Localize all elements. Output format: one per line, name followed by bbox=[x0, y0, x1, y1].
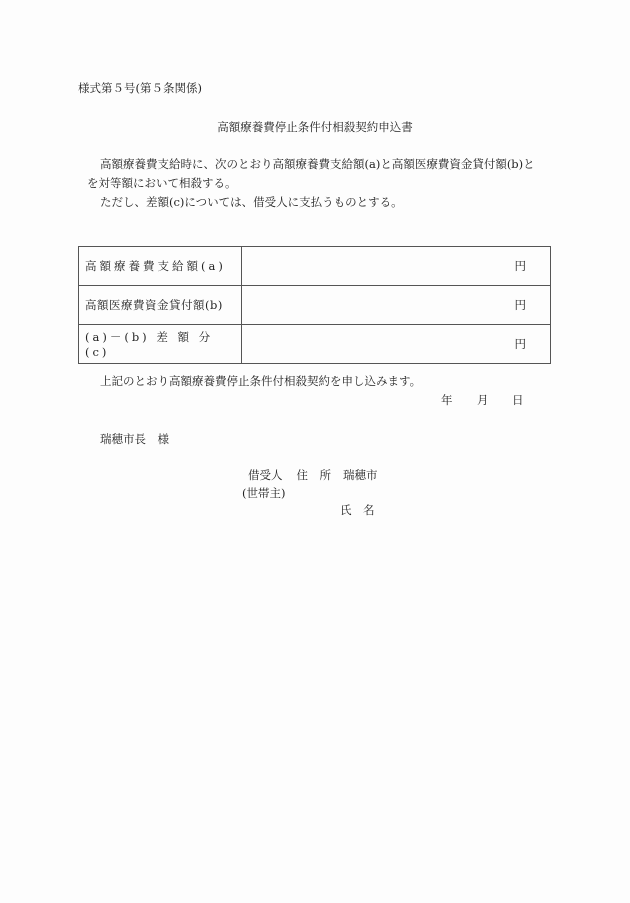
paragraph-line-2: を対等額において相殺する。 bbox=[87, 176, 237, 190]
table-row bbox=[79, 286, 551, 325]
row-label-loan-amount: 高額医療費資金貸付額(b) bbox=[79, 286, 242, 325]
address-label: 住 所 bbox=[296, 468, 331, 482]
unit-yen: 円 bbox=[514, 298, 526, 312]
amounts-table bbox=[78, 246, 551, 364]
form-number: 様式第５号(第５条関係) bbox=[78, 81, 202, 95]
date-day: 日 bbox=[512, 393, 524, 407]
paragraph-line-3: ただし、差額(c)については、借受人に支払うものとする。 bbox=[100, 195, 403, 209]
table-row bbox=[79, 247, 551, 286]
row-label-benefit-amount: 高額療養費支給額(a) bbox=[79, 247, 242, 286]
household-head-label: (世帯主) bbox=[242, 486, 286, 500]
unit-yen: 円 bbox=[514, 259, 526, 273]
paragraph-line-1: 高額療養費支給時に、次のとおり高額療養費支給額(a)と高額医療費資金貸付額(b)と bbox=[100, 157, 535, 171]
address-value[interactable]: 瑞穂市 bbox=[343, 468, 378, 482]
difference-amount-field[interactable] bbox=[242, 325, 551, 364]
name-label: 氏 名 bbox=[340, 503, 375, 517]
date-month: 月 bbox=[477, 393, 489, 407]
addressee: 瑞穂市長 様 bbox=[100, 432, 169, 446]
borrower-label: 借受人 bbox=[248, 468, 283, 482]
document-title: 高額療養費停止条件付相殺契約申込書 bbox=[217, 120, 413, 134]
unit-yen: 円 bbox=[514, 337, 526, 351]
row-label-difference: (a)－(b) 差 額 分 (c) bbox=[79, 325, 242, 364]
date-year: 年 bbox=[441, 393, 453, 407]
application-statement: 上記のとおり高額療養費停止条件付相殺契約を申し込みます。 bbox=[100, 374, 422, 388]
loan-amount-field[interactable] bbox=[242, 286, 551, 325]
table-row bbox=[79, 325, 551, 364]
benefit-amount-field[interactable] bbox=[242, 247, 551, 286]
borrower-address-line bbox=[248, 467, 378, 483]
